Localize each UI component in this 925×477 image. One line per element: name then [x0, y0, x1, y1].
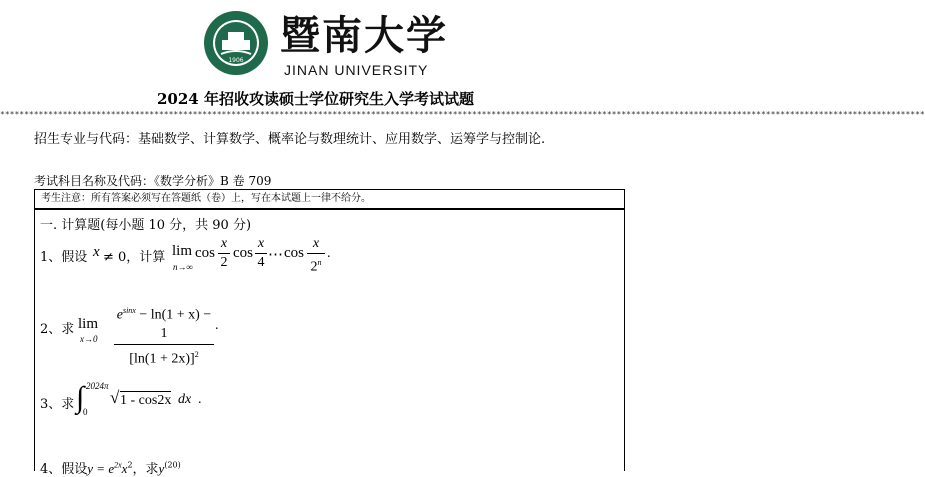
p2-lim-sub: x→0 [80, 334, 98, 344]
logo-seal-icon [203, 10, 269, 76]
p2-period: . [215, 318, 219, 333]
university-logo [203, 10, 269, 76]
p1-variable: x [93, 244, 100, 260]
p1-cos-3: cos [284, 245, 304, 261]
p1-frac-1: x 2 [218, 236, 230, 271]
problem-3: 3、求 [40, 397, 75, 412]
p2-fraction: $e^{sinx} - \ln(1 + x) - 1$ $[\ln(1 + 2x)]^2$ [114, 302, 214, 368]
svg-text:1906: 1906 [228, 57, 244, 64]
university-name-cn: 暨南大学 [280, 12, 448, 59]
integral-sign-icon: ∫ [76, 381, 85, 414]
p1-condition: ≠ 0，计算 [103, 250, 166, 265]
problem-2: 2、求 [40, 322, 75, 337]
p3-upper-limit: 2024π [86, 381, 109, 391]
section-title: 一. 计算题(每小题 10 分，共 90 分) [40, 218, 252, 233]
subject-line: 考试科目名称及代码：《数学分析》B 卷 709 [34, 174, 272, 188]
p1-period: . [327, 246, 331, 261]
notice-box [34, 189, 625, 209]
p1-frac-2: x 4 [255, 236, 267, 271]
p1-cos-1: cos [195, 245, 215, 261]
p1-dots: ⋯ [268, 247, 283, 263]
sqrt-icon: √ [110, 388, 120, 407]
p3-period: . [198, 392, 202, 407]
p1-frac-n: x 2$^n$ [307, 236, 325, 276]
star-divider: ************************************************************************************************************************************************************************************************ [0, 110, 925, 119]
majors-line: 招生专业与代码：基础数学、计算数学、概率论与数理统计、应用数学、运筹学与控制论. [34, 132, 546, 147]
problem-4: 4、假设$y = e^{2x}x^2$，求$y^{(20)}$ [40, 460, 181, 477]
university-name-en: JINAN UNIVERSITY [284, 62, 429, 78]
notice-text: 考生注意：所有答案必须写在答题纸（卷）上，写在本试题上一律不给分。 [41, 193, 371, 204]
p1-lim-sub: n→∞ [173, 262, 193, 272]
p3-dx: dx [178, 392, 192, 407]
p3-lower-limit: 0 [83, 407, 88, 417]
p2-lim: lim [78, 316, 99, 332]
p1-cos-2: cos [233, 245, 253, 261]
exam-title: 2024 年招收攻读硕士学位研究生入学考试试题 [157, 90, 474, 108]
p1-lim: lim [172, 243, 193, 259]
problem-1: 1、假设 [40, 250, 88, 265]
p3-integrand: 1 - cos2x [120, 393, 172, 408]
